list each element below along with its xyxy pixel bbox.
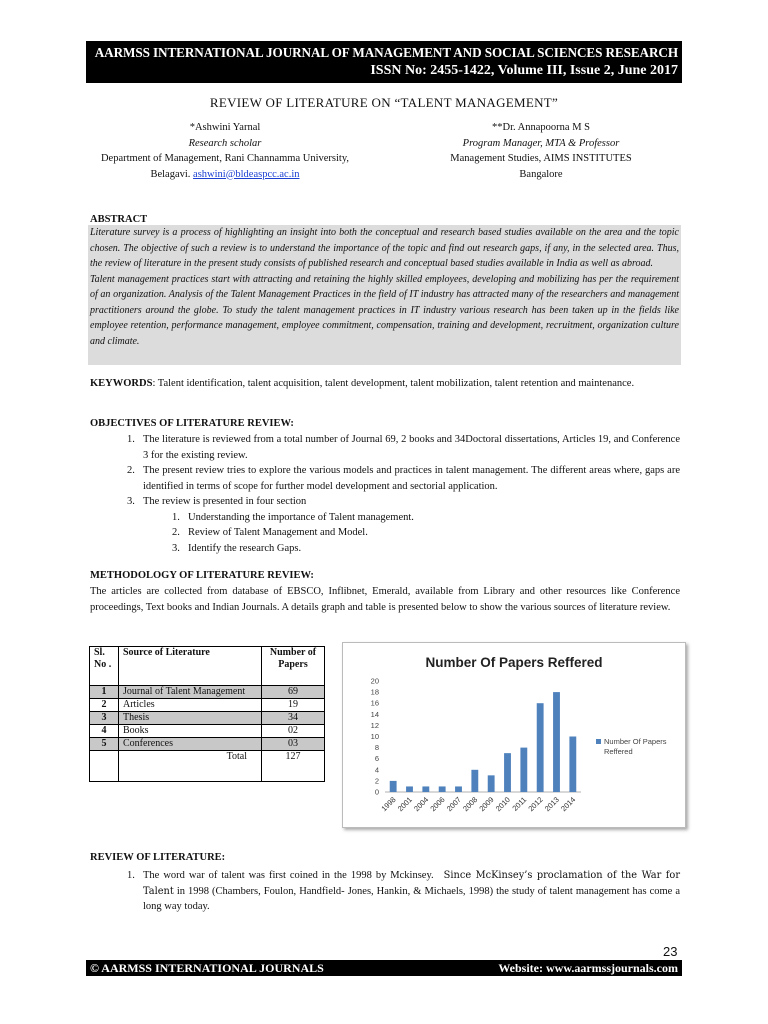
table-total-row — [90, 751, 325, 782]
objective-text-1: The literature is reviewed from a total number of Journal 69, 2 books and 34Doctoral dissertations, Articles 19, and Conference 3 for the existing review. — [143, 434, 680, 461]
objective-subitem-3 — [172, 541, 668, 557]
objective-text-3: The review is presented in four section — [143, 496, 307, 507]
table-row — [90, 699, 325, 712]
chart-bar-2001 — [406, 786, 413, 792]
legend-label-line1: Number Of Papers — [604, 737, 667, 746]
y-tick-label: 14 — [370, 709, 379, 719]
row-no: 2 — [90, 699, 119, 712]
abstract-box — [88, 225, 681, 365]
author-1-place-line — [90, 167, 360, 183]
objective-subtext-2: Review of Talent Management and Model. — [188, 527, 368, 538]
y-tick-label: 4 — [374, 765, 379, 775]
chart-bar-2008 — [471, 770, 478, 792]
keywords-label: KEYWORDS — [90, 378, 153, 389]
author-1-dept: Department of Management, Rani Channamma University, — [100, 153, 350, 164]
review-num-1: 1. — [127, 870, 135, 881]
total-value: 127 — [262, 751, 325, 782]
row-no: 4 — [90, 725, 119, 738]
sources-table — [89, 646, 325, 782]
y-tick-label: 2 — [374, 776, 379, 786]
objective-subnum-2: 2. — [172, 527, 180, 538]
y-tick-label: 16 — [370, 698, 379, 708]
total-blank — [90, 751, 119, 782]
journal-header — [86, 41, 682, 83]
x-tick-label-2008: 2008 — [461, 795, 480, 814]
table-row — [90, 686, 325, 699]
table-row — [90, 712, 325, 725]
row-source: Articles — [119, 699, 262, 712]
keywords — [90, 378, 634, 389]
abstract-paragraph-2: Talent management practices start with attracting and retaining the highly skilled employees, developing and mobilizing has per the requirement of an organization. Analysis of the Talent Management Practices in the field of IT industry has attracted many of the researchers and management practitioners around the globe. To study the talent management practices in IT industry various research has been taken up in the fields like employee retention, performance management, employee commitment, compensation, training and development, recruitment, organization culture and climate. — [90, 273, 679, 347]
objective-num-2: 2. — [127, 465, 135, 476]
papers-chart — [342, 642, 686, 828]
y-tick-label: 20 — [370, 676, 379, 686]
x-tick-label-2012: 2012 — [526, 795, 545, 814]
objective-text-2: The present review tries to explore the various models and practices in talent management. The different areas where, gaps are identified in terms of scope for further model development and sectorial application. — [143, 465, 680, 492]
header-count: Number of Papers — [262, 647, 325, 686]
objective-subtext-3: Identify the research Gaps. — [188, 543, 302, 554]
row-count: 34 — [262, 712, 325, 725]
footer-copyright: © AARMSS INTERNATIONAL JOURNALS — [90, 961, 324, 975]
objective-subitem-2 — [172, 525, 668, 541]
chart-bar-2009 — [488, 775, 495, 792]
y-tick-label: 10 — [370, 732, 379, 741]
x-tick-label-2001: 2001 — [395, 795, 414, 814]
objective-num-3: 3. — [127, 496, 135, 507]
footer-website[interactable]: Website: www.aarmssjournals.com — [498, 961, 678, 975]
review-heading: REVIEW OF LITERATURE: — [90, 852, 226, 863]
chart-bars — [390, 692, 577, 792]
chart-bar-2011 — [520, 748, 527, 792]
y-tick-label: 18 — [370, 687, 379, 697]
chart-bar-2004 — [422, 786, 429, 792]
author-1-name: *Ashwini Yarnal — [189, 122, 261, 133]
row-source: Books — [119, 725, 262, 738]
chart-title: Number Of Papers Reffered — [425, 655, 603, 670]
methodology-text: The articles are collected from database of EBSCO, Inflibnet, Emerald, available from Library and other resources like Conference proceedings, Text books and Indian Journals. A details graph and table is presented below to show the various sources of literature review. — [90, 586, 680, 613]
author-1-email-link[interactable]: ashwini@bldeaspcc.ac.in — [193, 168, 300, 180]
author-1-place: Belagavi. — [150, 168, 191, 180]
row-count: 03 — [262, 738, 325, 751]
author-1 — [90, 120, 360, 182]
y-tick-label: 6 — [374, 754, 379, 764]
objective-subtext-1: Understanding the importance of Talent management. — [188, 512, 414, 523]
review-item-1 — [127, 868, 681, 915]
x-tick-label-2011: 2011 — [510, 795, 529, 813]
chart-svg — [343, 643, 685, 827]
table-row — [90, 738, 325, 751]
row-no: 1 — [90, 686, 119, 699]
review-text-c: in 1998 (Chambers, Foulon, Handfield- Jones, Hankin, & Michaels, 1998) the study of talent management has come a long way today. — [143, 885, 680, 912]
objective-subitem-1 — [172, 510, 668, 526]
chart-bar-2007 — [455, 786, 462, 792]
x-tick-label-2010: 2010 — [493, 795, 512, 814]
methodology-heading: METHODOLOGY OF LITERATURE REVIEW: — [90, 570, 314, 581]
legend-swatch — [596, 739, 601, 744]
author-2 — [430, 120, 652, 182]
row-no: 5 — [90, 738, 119, 751]
legend-label-line2: Reffered — [604, 747, 633, 756]
objectives-heading: OBJECTIVES OF LITERATURE REVIEW: — [90, 418, 294, 429]
keywords-text: : Talent identification, talent acquisition, talent development, talent mobilization, talent retention and maintenance. — [152, 378, 635, 389]
author-1-role: Research scholar — [188, 137, 262, 149]
abstract-paragraph-1: Literature survey is a process of highlighting an insight into both the conceptual and research based studies available on the area and the topic chosen. The objective of such a review is to understand the importance of the topic and find out research gaps, if any, in the selected area. Thus, the review of literature in the present study consists of published research and conceptual based studies available in India as well as abroad. — [90, 227, 679, 269]
row-count: 19 — [262, 699, 325, 712]
row-source: Journal of Talent Management — [119, 686, 262, 699]
x-tick-label-2004: 2004 — [412, 795, 431, 814]
footer-bar — [86, 960, 682, 976]
chart-bar-2010 — [504, 753, 511, 792]
chart-bar-2012 — [537, 703, 544, 792]
table-header-row — [90, 647, 325, 686]
y-tick-label: 0 — [374, 787, 379, 797]
review-text-b: Since McKinsey’s proclamation of the War for Talent — [143, 870, 681, 897]
objective-item-1 — [127, 432, 680, 463]
row-source: Conferences — [119, 738, 262, 751]
objective-item-2 — [127, 463, 680, 494]
row-no: 3 — [90, 712, 119, 725]
row-source: Thesis — [119, 712, 262, 725]
y-tick-label: 8 — [374, 743, 379, 753]
objective-item-3 — [127, 494, 680, 510]
author-2-dept: Management Studies, AIMS INSTITUTES — [450, 153, 632, 164]
journal-name: AARMSS INTERNATIONAL JOURNAL OF MANAGEMENT AND SOCIAL SCIENCES RESEARCH — [94, 45, 678, 60]
x-tick-label-2014: 2014 — [559, 795, 578, 814]
x-tick-label-1998: 1998 — [379, 795, 398, 814]
chart-bar-1998 — [390, 781, 397, 792]
table-row — [90, 725, 325, 738]
row-count: 69 — [262, 686, 325, 699]
chart-bar-2013 — [553, 692, 560, 792]
author-2-name: **Dr. Annapoorna M S — [492, 122, 590, 133]
review-text-a: The word war of talent was first coined in the 1998 by Mckinsey. — [143, 870, 434, 881]
objective-num-1: 1. — [127, 434, 135, 445]
x-tick-label-2006: 2006 — [428, 795, 447, 814]
objective-subnum-3: 3. — [172, 543, 180, 554]
objective-subnum-1: 1. — [172, 512, 180, 523]
chart-x-labels — [379, 795, 577, 813]
row-count: 02 — [262, 725, 325, 738]
page-number: 23 — [663, 944, 678, 959]
abstract-heading: ABSTRACT — [90, 214, 148, 225]
total-label: Total — [119, 751, 262, 782]
issn-line: ISSN No: 2455-1422, Volume III, Issue 2, June 2017 — [370, 63, 678, 78]
x-tick-label-2007: 2007 — [444, 795, 463, 814]
header-sl-no: Sl. No . — [90, 647, 119, 686]
y-tick-label: 12 — [370, 720, 379, 730]
author-2-role: Program Manager, MTA & Professor — [462, 137, 620, 149]
paper-title: REVIEW OF LITERATURE ON “TALENT MANAGEMENT” — [209, 95, 559, 110]
author-2-place: Bangalore — [519, 168, 563, 180]
x-tick-label-2013: 2013 — [542, 795, 561, 814]
chart-bar-2014 — [569, 737, 576, 793]
header-source: Source of Literature — [119, 647, 262, 686]
chart-bar-2006 — [439, 786, 446, 792]
x-tick-label-2009: 2009 — [477, 795, 496, 814]
